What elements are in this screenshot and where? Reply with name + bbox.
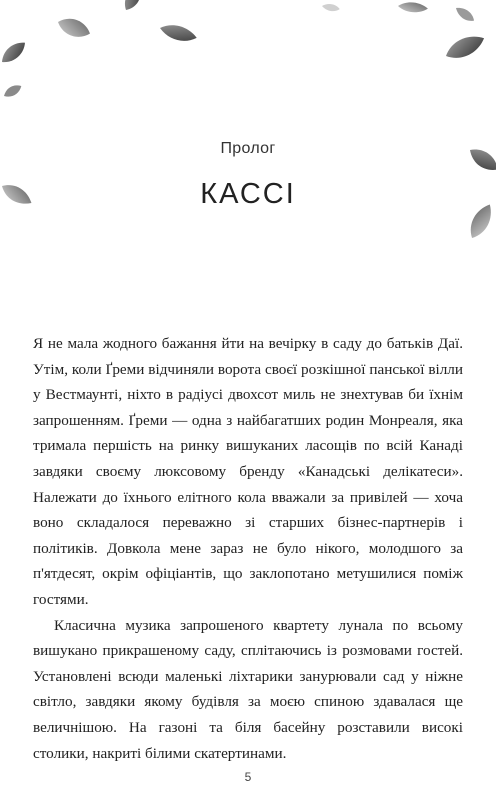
- leaf-icon: [453, 4, 476, 24]
- falling-leaves-decoration: [0, 0, 496, 270]
- paragraph: Класична музика запрошеного квартету лунала по всьому вишукано прикрашеному саду, сплітаючись із розмовами гостей. Установлені всюди маленькі ліхтарики занурювали сад у ніжне світло, завдяки якому будівля за моєю спиною здавалася ще величнішою. На газоні та біля басейну розставили високі столики, накриті білими скатертинами.: [33, 616, 463, 762]
- leaf-icon: [321, 3, 340, 13]
- leaf-icon: [158, 21, 198, 44]
- leaf-icon: [0, 38, 29, 67]
- leaf-icon: [120, 0, 144, 13]
- leaf-icon: [398, 1, 429, 13]
- paragraph: Я не мала жодного бажання йти на вечірку в саду до батьків Даї. Утім, коли Ґреми відчиняли ворота своєї розкішної панської вілли у Вестмаунті, ніхто в радіусі двохсот миль не знехтував би їхнім запрошенням. Ґреми — одна з найбагатших родин Монреаля, яка тримала першість на ринку вишуканих ласощів по всій Канаді завдяки своєму люксовому бренду «Канадські делікатеси». Належати до їхнього елітного кола вважали за привілей — хоча воно складалося переважно зі старших бізнес-партнерів і політиків. Довкола мене зараз не було нікого, молодшого за п'ятдесят, окрім офіціантів, що заклопотано метушилися поміж гостями.: [33, 335, 463, 608]
- leaf-icon: [2, 82, 24, 100]
- leaf-icon: [442, 30, 487, 63]
- chapter-label: Пролог: [220, 140, 276, 157]
- body-text: [33, 331, 463, 766]
- leaf-icon: [55, 14, 93, 41]
- page-number: 5: [244, 770, 252, 784]
- chapter-title: КАССІ: [200, 178, 296, 210]
